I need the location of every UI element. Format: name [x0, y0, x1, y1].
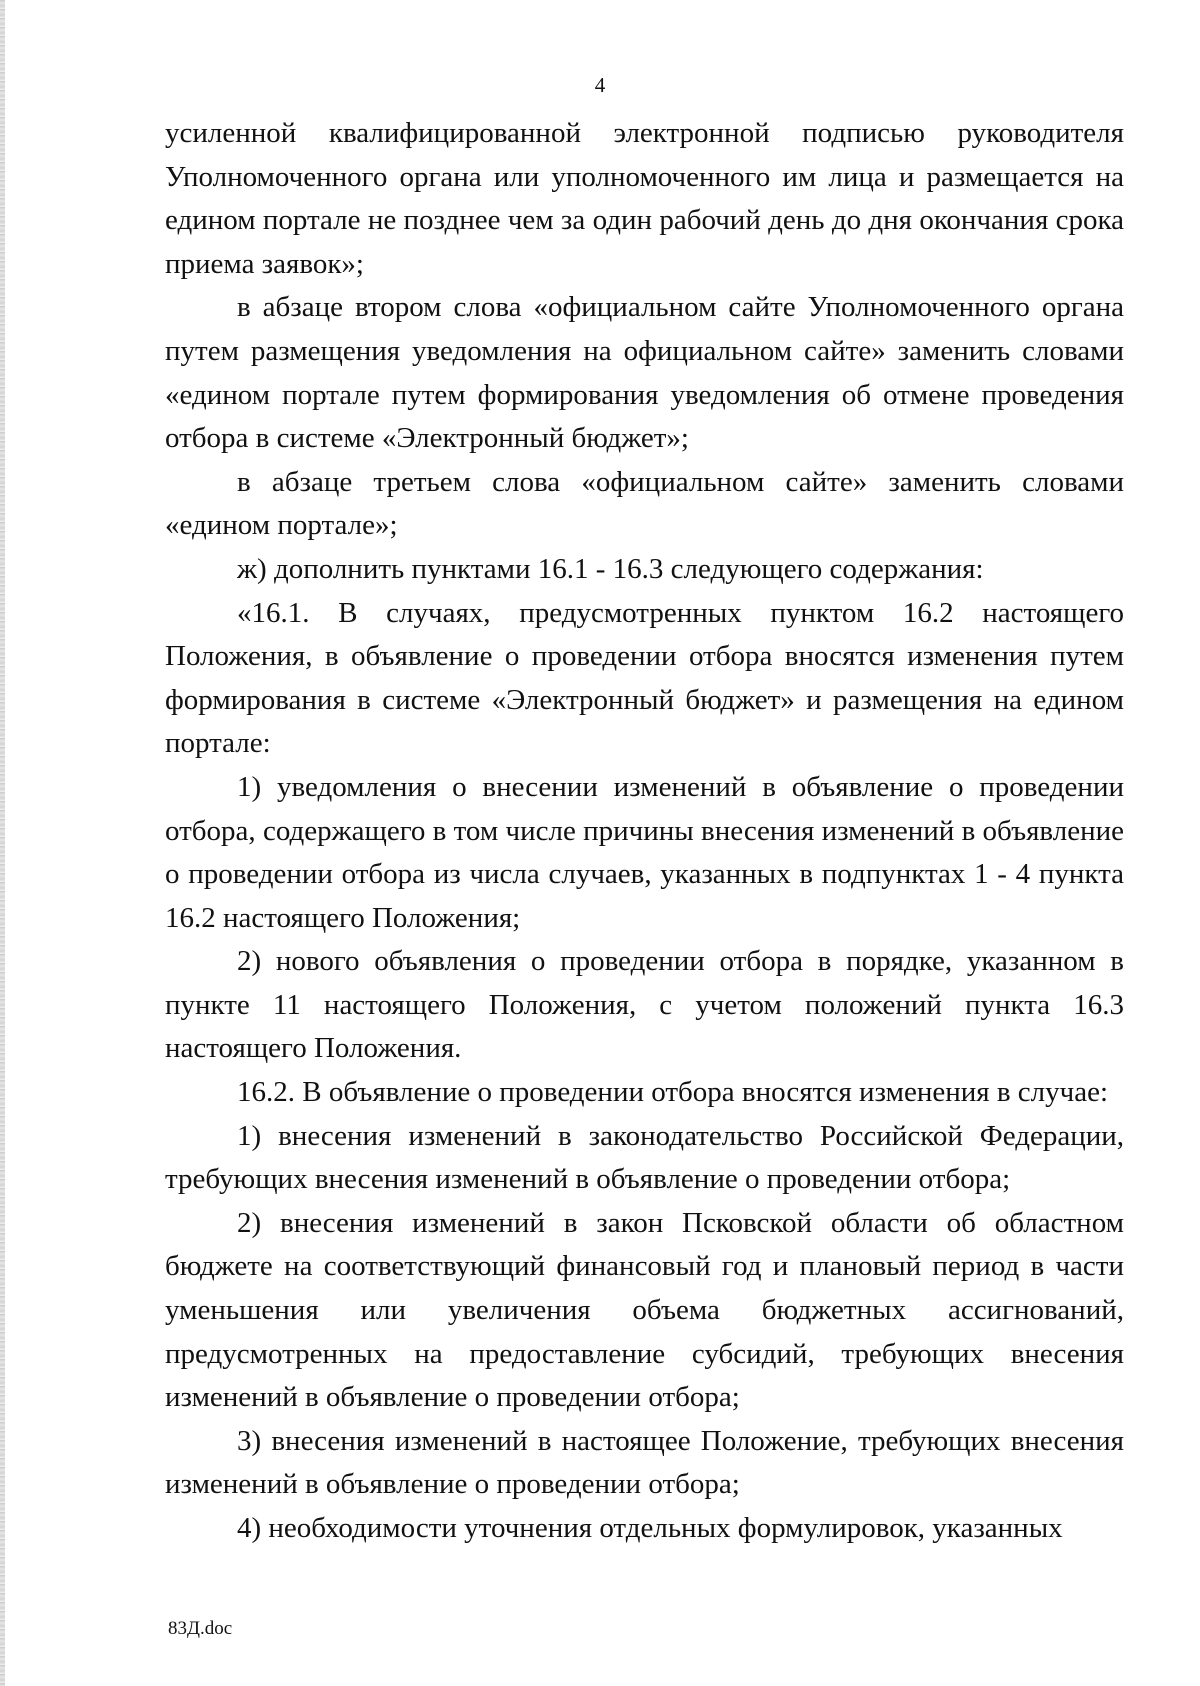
paragraph-1: усиленной квалифицированной электронной подписью руководителя Уполномоченного органа или уполномоченного им лица и размещается на едином портале не позднее чем за один рабочий день до дня окончания срока приема заявок»; — [165, 117, 1124, 280]
paragraph-2: в абзаце втором слова «официальном сайте Уполномоченного органа путем размещения уведомления на официальном сайте» заменить словами «едином портале путем формирования уведомления об отмене проведения отбора в системе «Электронный бюджет»; — [165, 291, 1124, 455]
scan-edge — [0, 0, 5, 1686]
footer-document-name: 83Д.doc — [168, 1618, 233, 1639]
paragraph-9: 1) внесения изменений в законодательство Российской Федерации, требующих внесения изменений в объявление о проведении отбора; — [165, 1119, 1124, 1196]
paragraph-7: 2) нового объявления о проведении отбора в порядке, указанном в пункте 11 настоящего Положения, с учетом положений пункта 16.3 настоящего Положения. — [165, 945, 1124, 1065]
paragraph-4: ж) дополнить пунктами 16.1 - 16.3 следующего содержания: — [237, 552, 984, 585]
paragraph-12: 4) необходимости уточнения отдельных формулировок, указанных — [237, 1512, 1063, 1544]
document-body — [165, 112, 1124, 1551]
paragraph-8: 16.2. В объявление о проведении отбора вносятся изменения в случае: — [237, 1076, 1109, 1109]
paragraph-3: в абзаце третьем слова «официальном сайте» заменить словами «едином портале»; — [165, 465, 1124, 542]
paragraph-10: 2) внесения изменений в закон Псковской области об областном бюджете на соответствующий финансовый год и плановый период в части уменьшения или увеличения объема бюджетных ассигнований, предусмотренных на предоставление субсидий, требующих внесения изменений в объявление о проведении отбора; — [165, 1206, 1124, 1414]
paragraph-5: «16.1. В случаях, предусмотренных пунктом 16.2 настоящего Положения, в объявление о проведении отбора вносятся изменения путем формирования в системе «Электронный бюджет» и размещения на едином портале: — [165, 596, 1124, 760]
paragraph-6: 1) уведомления о внесении изменений в объявление о проведении отбора, содержащего в том числе причины внесения изменений в объявление о проведении отбора из числа случаев, указанных в подпунктах 1 - 4 пункта 16.2 настоящего Положения; — [165, 770, 1124, 934]
page-number: 4 — [594, 73, 606, 97]
paragraph-11: 3) внесения изменений в настоящее Положение, требующих внесения изменений в объявление о проведении отбора; — [165, 1424, 1124, 1501]
